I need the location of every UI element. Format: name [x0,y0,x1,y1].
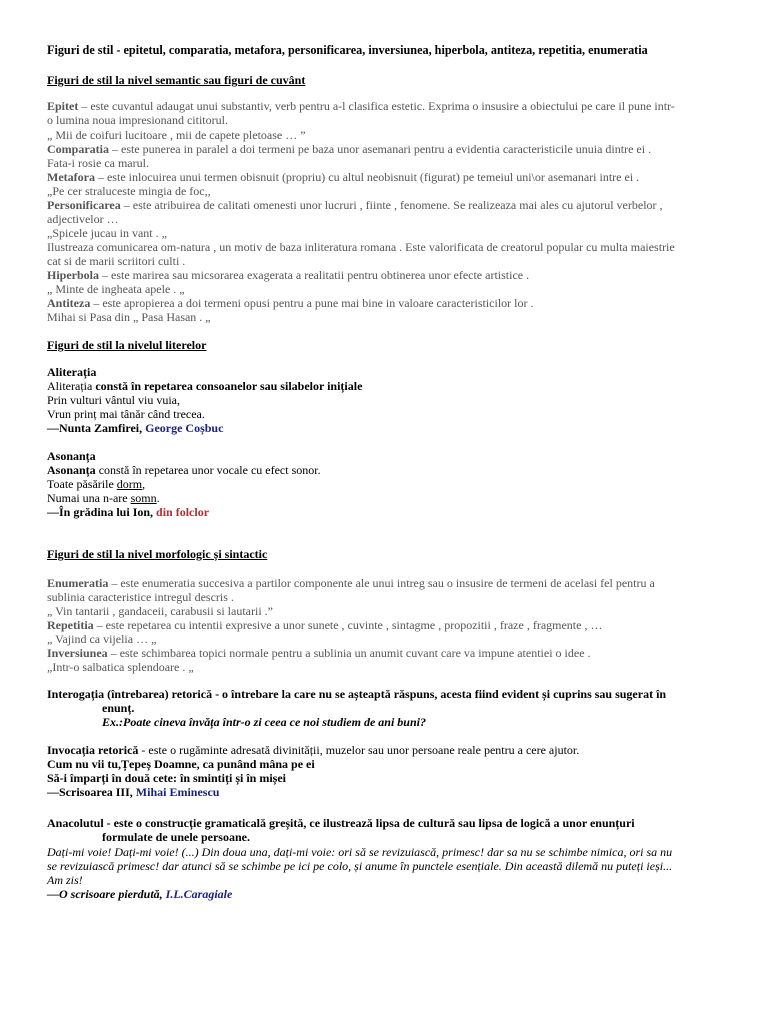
inversiunea-definition: Inversiunea – este schimbarea topici normale pentru a sublinia un anumit cuvant care va impune atentiei o idee . [47,646,591,660]
invocatia-definition: Invocația retorică - este o rugăminte adresată divinității, muzelor sau unor persoane reale pentru a cere ajutor. [47,743,580,757]
epitet-definition: Epitet – este cuvantul adaugat unui substantiv, verb pentru a-l clasifica estetic. Exprima o insusire a obiectului pe care il pune intr- [47,99,675,113]
repetitia-term: Repetitia [47,618,94,632]
personificarea-example: „Spicele jucau in vant . „ [47,226,167,240]
repetitia-example: „ Vajind ca vijelia … „ [47,632,157,646]
antiteza-example: Mihai si Pasa din „ Pasa Hasan . „ [47,310,211,324]
asonanta-title: Asonanța [47,449,96,463]
document-title: Figuri de stil - epitetul, comparatia, metafora, personificarea, inversiunea, hiperbola, antiteza, repetitia, enumeratia [47,43,648,57]
comparatia-term: Comparatia [47,142,109,156]
author-link-eminescu[interactable]: Mihai Eminescu [135,785,220,799]
enumeratia-term: Enumeratia [47,576,109,590]
aliteratia-source: —Nunta Zamfirei, George Coșbuc [47,421,224,435]
section-heading-morpho: Figuri de stil la nivel morfologic și sintactic [47,547,268,561]
antiteza-term: Antiteza [47,296,91,310]
aliteratia-definition: Aliterația constă în repetarea consoanelor sau silabelor inițiale [47,379,363,393]
anacolutul-definition-cont: formulate de unele persoane. [102,830,250,844]
repetitia-definition: Repetitia – este repetarea cu intentii expresive a unor sunete , cuvinte , sintagme , propozitii , fraze , fragmente , … [47,618,603,632]
asonanta-verse-2: Numai una n-are somn. [47,491,160,505]
epitet-definition-cont: o lumina noua impresionand cititorul. [47,113,228,127]
personificarea-note: Ilustreaza comunicarea om-natura , un motiv de baza inliteratura romana . Este valorificata de creatorul popular cu multa maiestrie [47,240,675,254]
interogatia-example: Ex.:Poate cineva învăța într-o zi ceea ce noi studiem de ani buni? [102,715,426,729]
comparatia-definition: Comparatia – este punerea in paralel a doi termeni pe baza unor asemanari pentru a evidentia caracteristicile unuia dintre ei . [47,142,652,156]
comparatia-example: Fata-i rosie ca marul. [47,156,149,170]
epitet-term: Epitet [47,99,79,113]
hiperbola-term: Hiperbola [47,268,100,282]
enumeratia-definition: Enumeratia – este enumeratia succesiva a partilor componente ale unui intreg sau o insusire de termeni de acelasi fel pentru a [47,576,655,590]
hiperbola-definition: Hiperbola – este marirea sau micsorarea exagerata a realitatii pentru obtinerea unor efecte artistice . [47,268,530,282]
asonanta-definition: Asonanța constă în repetarea unor vocale cu efect sonor. [47,463,321,477]
personificarea-note-cont: cat si de marii scriitori culti . [47,254,186,268]
inversiunea-term: Inversiunea [47,646,108,660]
metafora-term: Metafora [47,170,95,184]
personificarea-definition: Personificarea – este atribuirea de calitati omenesti unor lucruri , fiinte , fenomene. Se realizeaza mai ales cu ajutorul verbelor , [47,198,663,212]
metafora-example: „Pe cer straluceste mingia de foc,, [47,184,211,198]
anacolutul-example-2: se revizuiască primesc! dar atunci să se schimbe pe ici pe colo, și anume în punctele esențiale. Din această dilemă nu puteți ieși... [47,859,673,873]
enumeratia-definition-cont: sublinia caracteristice intregul descris . [47,590,234,604]
personificarea-term: Personificarea [47,198,121,212]
inversiunea-example: „Intr-o salbatica splendoare . „ [47,660,194,674]
invocatia-verse-2: Să-i împarți în două cete: în smintiți și în mișei [47,771,287,785]
section-heading-semantic: Figuri de stil la nivel semantic sau figuri de cuvânt [47,73,306,87]
interogatia-definition-cont: enunț. [102,701,135,715]
anacolutul-definition: Anacolutul - este o construcție gramaticală greșită, ce ilustrează lipsa de cultură sau lipsa de logică a unor enunțuri [47,816,635,830]
anacolutul-example-1: Dați-mi voie! Dați-mi voie! (...) Din doua una, dați-mi voie: ori să se revizuiască, primesc! dar sa nu se schimbe nimica, ori sa nu [47,845,673,859]
aliteratia-verse-1: Prin vulturi vântul viu vuia, [47,393,180,407]
invocatia-verse-1: Cum nu vii tu,Țepeș Doamne, ca punând mâna pe ei [47,757,315,771]
epitet-example: „ Mii de coifuri lucitoare , mii de capete pletoase … ” [47,128,306,142]
source-link-folclor[interactable]: din folclor [156,505,210,519]
aliteratia-title: Aliterația [47,365,97,379]
invocatia-source: —Scrisoarea III, Mihai Eminescu [47,785,220,799]
anacolutul-source: —O scrisoare pierdută, I.L.Caragiale [47,887,233,901]
author-link-caragiale[interactable]: I.L.Caragiale [165,887,233,901]
aliteratia-verse-2: Vrun prinț mai tânăr când trecea. [47,407,205,421]
invocatia-term: Invocația retorică [47,743,139,757]
metafora-definition: Metafora – este inlocuirea unui termen obisnuit (propriu) cu altul neobisnuit (figurat) pe temeiul uni\or asemanari intre ei . [47,170,640,184]
section-heading-letters: Figuri de stil la nivelul literelor [47,338,207,352]
author-link-cosbuc[interactable]: George Coșbuc [145,421,224,435]
enumeratia-example: „ Vin tantarii , gandaceii, carabusii si lautarii .” [47,604,273,618]
asonanta-source: —În grădina lui Ion, din folclor [47,505,210,519]
personificarea-definition-cont: adjectivelor … [47,212,119,226]
antiteza-definition: Antiteza – este apropierea a doi termeni opusi pentru a pune mai bine in valoare caracteristicilor lor . [47,296,534,310]
hiperbola-example: „ Minte de ingheata apele . „ [47,282,185,296]
asonanta-verse-1: Toate păsările dorm, [47,477,146,491]
anacolutul-example-3: Am zis! [47,873,83,887]
interogatia-definition: Interogația (întrebarea) retorică - o întrebare la care nu se așteaptă răspuns, acesta fiind evident și cuprins sau sugerat în [47,687,667,701]
